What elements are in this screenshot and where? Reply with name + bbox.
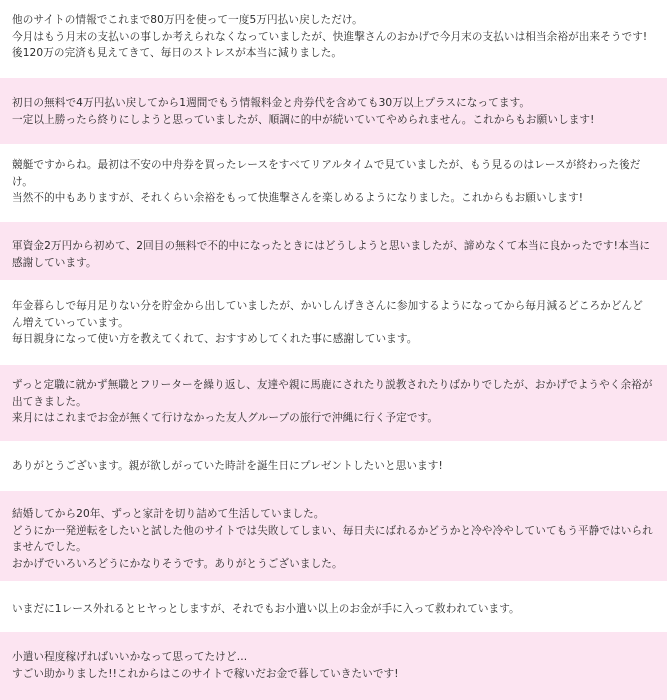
testimonial-line: 他のサイトの情報でこれまで80万円を使って一度5万円払い戻しただけ。 — [12, 14, 363, 26]
testimonial-line: すごい助かりました!!これからはこのサイトで稼いだお金で暮していきたいです! — [12, 667, 399, 680]
testimonial-line: おかげでいろいろどうにかなりそうです。ありがとうございました。 — [12, 557, 343, 570]
testimonial-line: 初日の無料で4万円払い戻してから1週間でもう情報料金と舟券代を含めても30万以上プラスになってます。 — [12, 97, 531, 109]
testimonial-line: 今月はもう月末の支払いの事しか考えられなくなっていましたが、快進撃さんのおかげで今月末の支払いは相当余裕が出来そうです! — [12, 30, 648, 43]
testimonial-item — [0, 365, 667, 441]
testimonial-line: ありがとうございます。親が欲しがっていた時計を誕生日にプレゼントしたいと思います! — [12, 460, 443, 472]
testimonial-item — [0, 581, 667, 632]
testimonial-item — [0, 441, 667, 491]
testimonial-item — [0, 491, 667, 581]
testimonial-item — [0, 0, 667, 78]
testimonial-line: 来月にはこれまでお金が無くて行けなかった友人グループの旅行で沖縄に行く予定です。 — [12, 412, 439, 424]
testimonial-line: 結婚してから20年、ずっと家計を切り詰めて生活していました。 — [12, 508, 325, 520]
testimonial-line: どうにか一発逆転をしたいと試した他のサイトでは失敗してしまい、毎日夫にばれるかどうかと冷や冷やしていてもう平静ではいられませんでした。 — [12, 524, 653, 553]
testimonial-line: 競艇ですからね。最初は不安の中舟券を買ったレースをすべてリアルタイムで見ていましたが、もう見るのはレースが終わった後だけ。 — [12, 159, 641, 188]
testimonial-line: 当然不的中もありますが、それくらい余裕をもって快進撃さんを楽しめるようになりました。これからもお願いします! — [12, 192, 584, 204]
testimonial-line: ずっと定職に就かず無職とフリーターを繰り返し、友達や親に馬鹿にされたり説教されたりばかりでしたが、おかげでようやく余裕が出てきました。 — [12, 379, 653, 408]
testimonial-line: 年金暮らしで毎月足りない分を貯金から出していましたが、かいしんげきさんに参加するようになってから毎月減るどころかどんどん増えていっています。 — [12, 300, 643, 329]
testimonial-line: 一定以上勝ったら終りにしようと思っていましたが、順調に的中が続いていてやめられません。これからもお願いします! — [12, 113, 595, 126]
testimonial-line: 小遣い程度稼げればいいかなって思ってたけど… — [12, 651, 248, 663]
testimonial-item — [0, 144, 667, 222]
testimonial-item — [0, 78, 667, 144]
testimonial-line: 毎日親身になって使い方を教えてくれて、おすすめしてくれた事に感謝しています。 — [12, 333, 418, 345]
testimonial-item — [0, 280, 667, 365]
testimonial-line: いまだに1レース外れるとヒヤっとしますが、それでもお小遣い以上のお金が手に入って救われています。 — [12, 603, 520, 615]
testimonial-item — [0, 222, 667, 280]
testimonial-item — [0, 632, 667, 700]
testimonial-line: 軍資金2万円から初めて、2回目の無料で不的中になったときにはどうしようと思いましたが、諦めなくて本当に良かったです!本当に感謝しています。 — [12, 240, 651, 269]
testimonial-line: 後120万の完済も見えてきて、毎日のストレスが本当に減りました。 — [12, 47, 343, 59]
